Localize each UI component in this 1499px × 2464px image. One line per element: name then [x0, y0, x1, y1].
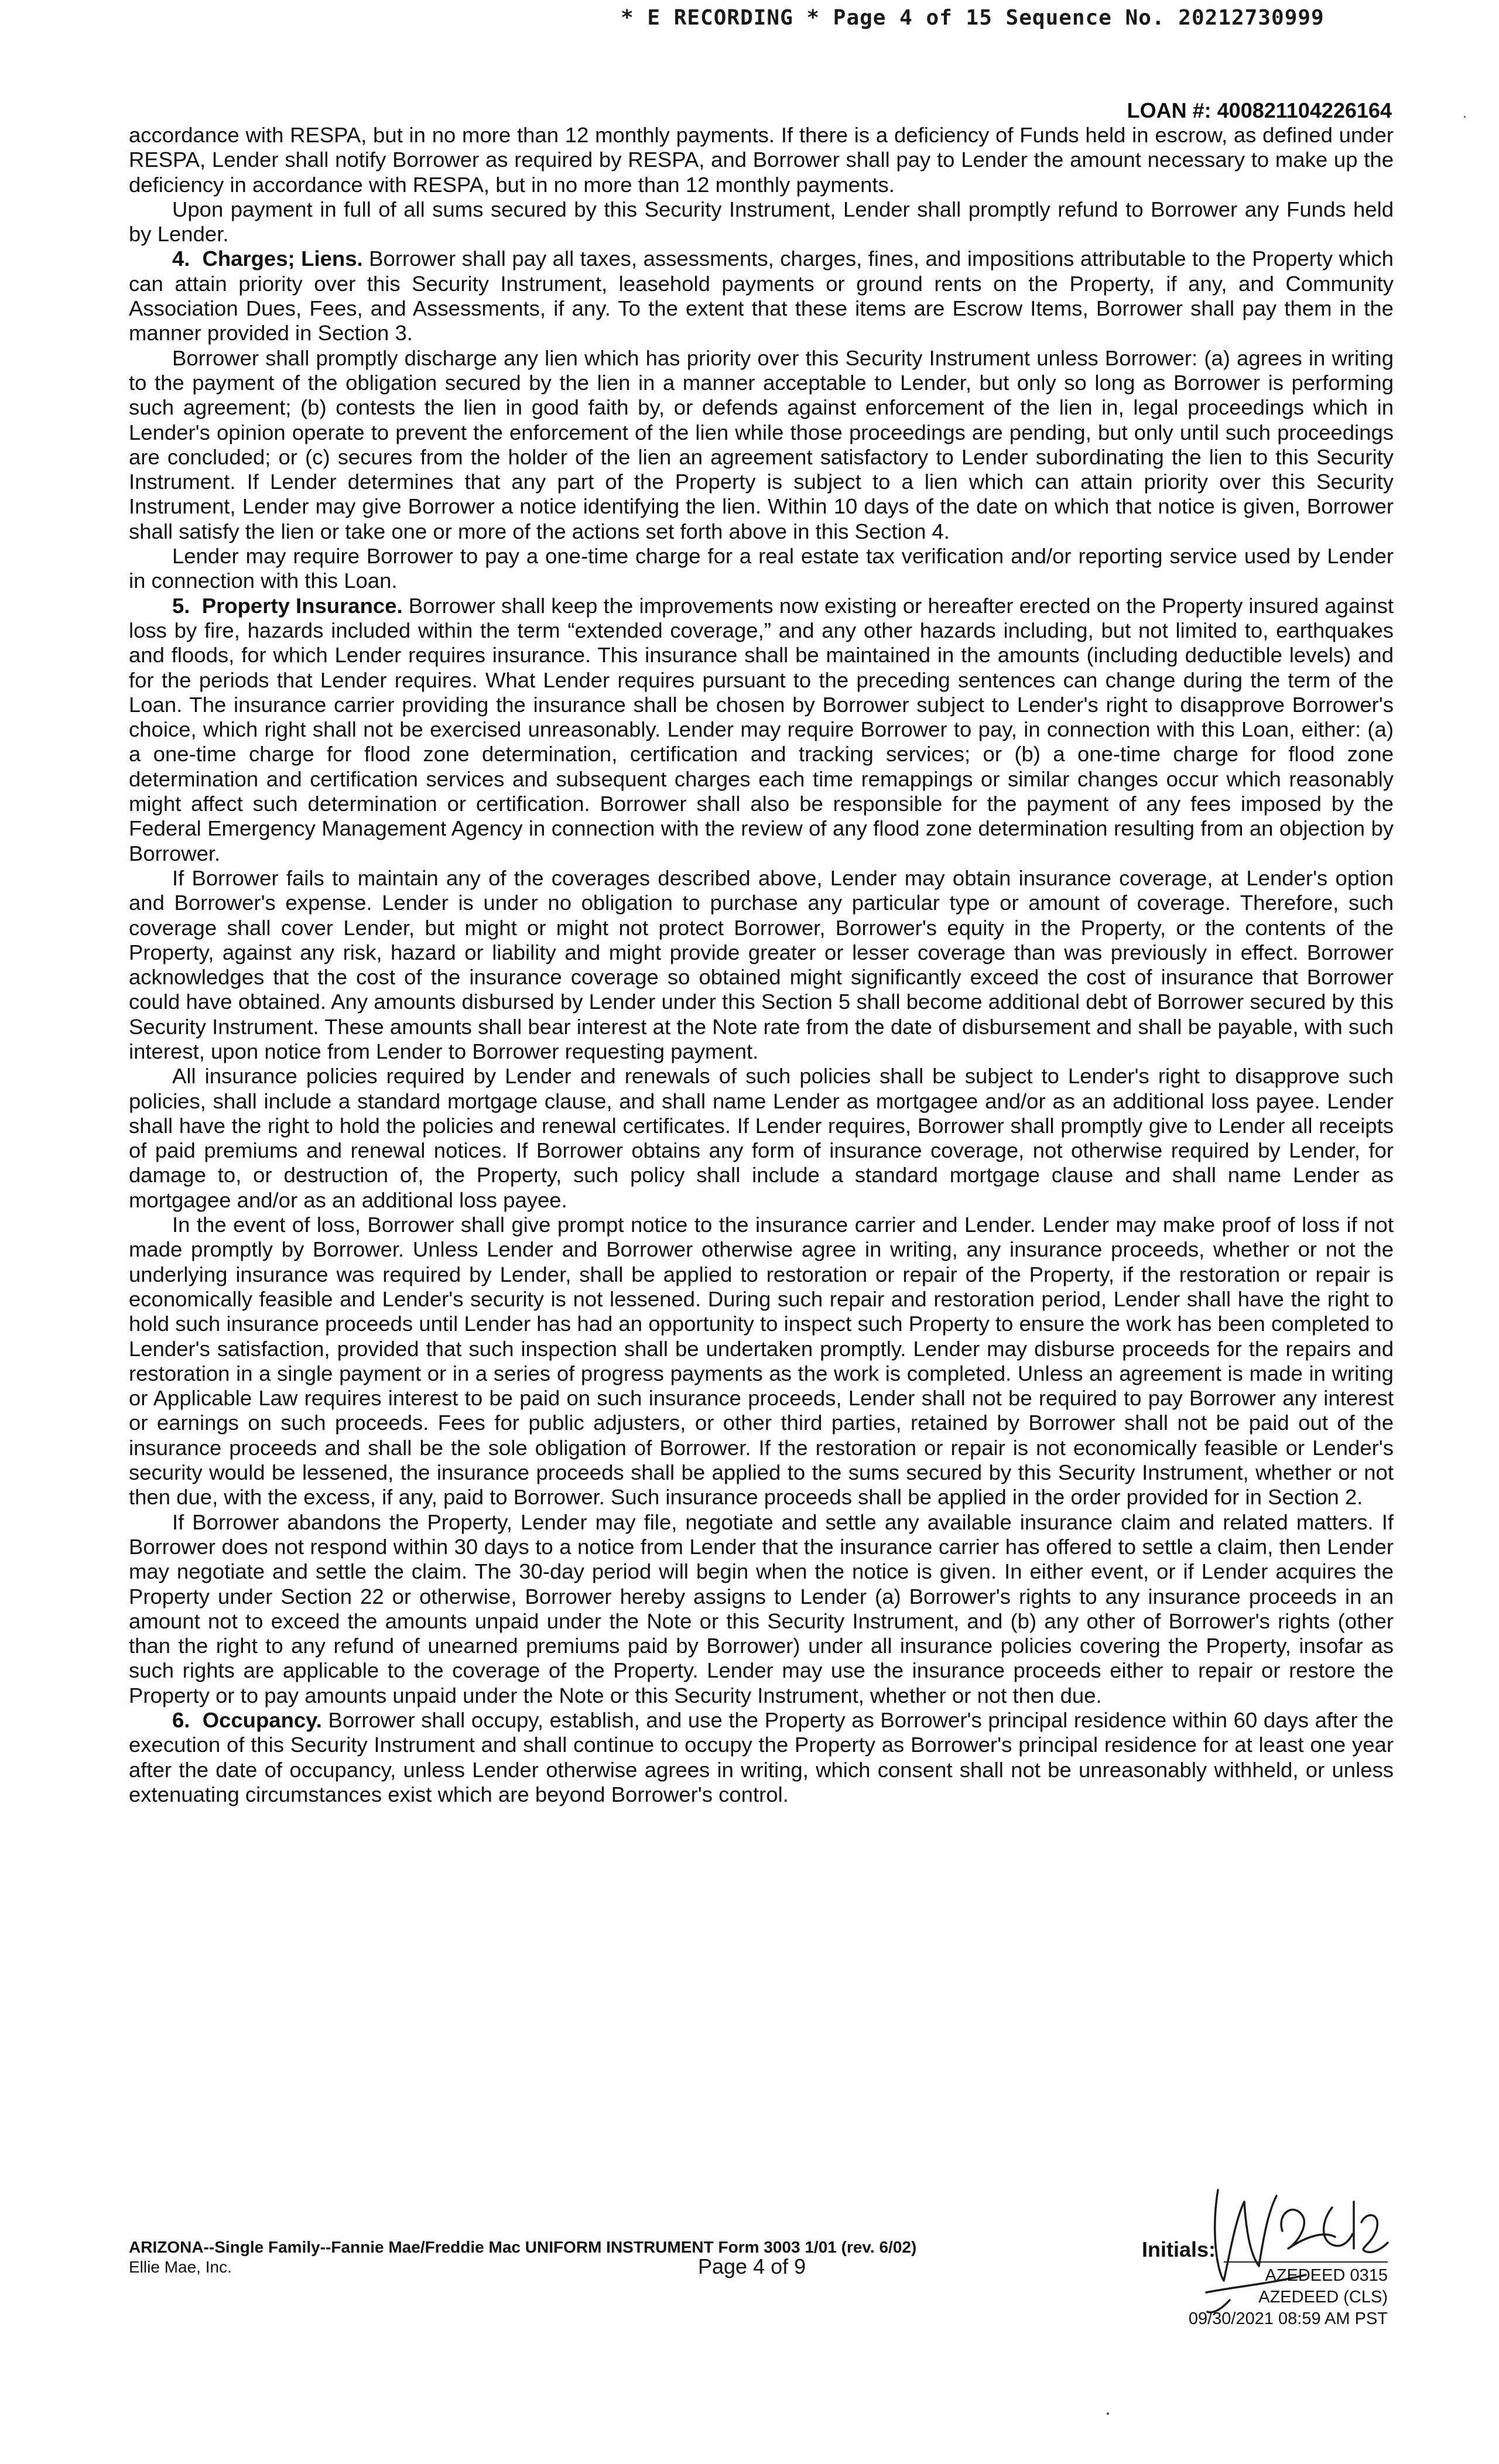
paragraph: In the event of loss, Borrower shall give prompt notice to the insurance carrier and Lender. Lender may make proof of loss if not made promptly by Borrower. Unless Lender and Borrower otherwise agree in writing, any insurance proceeds, whether or not the underlying insurance was required by Lender, shall be applied to restoration or repair of the Property, if the restoration or repair is economically feasible and Lender's security is not lessened. During such repair and restoration period, Lender shall have the right to hold such insurance proceeds until Lender has had an opportunity to inspect such Property to ensure the work has been completed to Lender's satisfaction, provided that such inspection shall be undertaken promptly. Lender may disburse proceeds for the repairs and restoration in a single payment or in a series of progress payments as the work is completed. Unless an agreement is made in writing or Applicable Law requires interest to be paid on such insurance proceeds, Lender shall not be required to pay Borrower any interest or earnings on such proceeds. Fees for public adjusters, or other third parties, retained by Borrower shall not be paid out of the insurance proceeds and shall be the sole obligation of Borrower. If the restoration or repair is not economically feasible or Lender's security would be lessened, the insurance proceeds shall be applied to the sums secured by this Security Instrument, whether or not then due, with the excess, if any, paid to Borrower. Such insurance proceeds shall be applied in the order provided for in Section 2. — [129, 1213, 1394, 1510]
section-number: 5. — [172, 593, 190, 618]
section-title: Property Insurance. — [201, 593, 403, 618]
paragraph: If Borrower abandons the Property, Lender may file, negotiate and settle any available insurance claim and related matters. If Borrower does not respond within 30 days to a notice from Lender that the insurance carrier has offered to settle a claim, then Lender may negotiate and settle the claim. The 30-day period will begin when the notice is given. In either event, or if Lender acquires the Property under Section 22 or otherwise, Borrower hereby assigns to Lender (a) Borrower's rights to any insurance proceeds in an amount not to exceed the amounts unpaid under the Note or this Security Instrument, and (b) any other of Borrower's rights (other than the right to any refund of unearned premiums paid by Borrower) under all insurance policies covering the Property, insofar as such rights are applicable to the coverage of the Property. Lender may use the insurance proceeds either to repair or restore the Property or to pay amounts unpaid under the Note or this Security Instrument, whether or not then due. — [129, 1510, 1394, 1707]
section-text: Borrower shall occupy, establish, and use the Property as Borrower's principal residence within 60 days after the execution of this Security Instrument and shall continue to occupy the Property as Borrower's principal residence for at least one year after the date of occupancy, unless Lender otherwise agrees in writing, which consent shall not be unreasonably withheld, or unless extenuating circumstances exist which are beyond Borrower's control. — [129, 1708, 1394, 1806]
paragraph: All insurance policies required by Lender and renewals of such policies shall be subject to Lender's right to disapprove such policies, shall include a standard mortgage clause, and shall name Lender as mortgagee and/or as an additional loss payee. Lender shall have the right to hold the policies and renewal certificates. If Lender requires, Borrower shall promptly give to Lender all receipts of paid premiums and renewal notices. If Borrower obtains any form of insurance coverage, not otherwise required by Lender, for damage to, or destruction of, the Property, such policy shall include a standard mortgage clause and shall name Lender as mortgagee and/or as an additional loss payee. — [129, 1064, 1394, 1212]
stamp-code: AZEDEED 0315 — [1265, 2266, 1388, 2285]
stamp-cls: AZEDEED (CLS) — [1258, 2288, 1388, 2306]
loan-number: LOAN #: 400821104226164 — [1127, 98, 1392, 122]
section-4 — [129, 247, 1394, 345]
paragraph: Borrower shall promptly discharge any lien which has priority over this Security Instrument unless Borrower: (a) agrees in writing to the payment of the obligation secured by the lien in a manner acceptable to Lender, but only so long as Borrower is performing such agreement; (b) contests the lien in good faith by, or defends against enforcement of the lien in, legal proceedings which in Lender's opinion operate to prevent the enforcement of the lien while those proceedings are pending, but only until such proceedings are concluded; or (c) secures from the holder of the lien an agreement satisfactory to Lender subordinating the lien to this Security Instrument. If Lender determines that any part of the Property is subject to a lien which can attain priority over this Security Instrument, Lender may give Borrower a notice identifying the lien. Within 10 days of the date on which that notice is given, Borrower shall satisfy the lien or take one or more of the actions set forth above in this Section 4. — [129, 345, 1394, 543]
paragraph: accordance with RESPA, but in no more than 12 monthly payments. If there is a deficiency of Funds held in escrow, as defined under RESPA, Lender shall notify Borrower as required by RESPA, and Borrower shall pay to Lender the amount necessary to make up the deficiency in accordance with RESPA, but in no more than 12 monthly payments. — [129, 123, 1394, 197]
section-text: Borrower shall pay all taxes, assessments, charges, fines, and impositions attributable to the Property which can attain priority over this Security Instrument, leasehold payments or ground rents on the Property, if any, and Community Association Dues, Fees, and Assessments, if any. To the extent that these items are Escrow Items, Borrower shall pay them in the manner provided in Section 3. — [129, 247, 1394, 345]
scan-artifact — [1464, 116, 1466, 118]
section-number: 6. — [172, 1708, 190, 1732]
paragraph: Lender may require Borrower to pay a one-time charge for a real estate tax verification and/or reporting service used by Lender in connection with this Loan. — [129, 544, 1394, 593]
paragraph: Upon payment in full of all sums secured by this Security Instrument, Lender shall promptly refund to Borrower any Funds held by Lender. — [129, 197, 1394, 247]
paragraph: If Borrower fails to maintain any of the coverages described above, Lender may obtain insurance coverage, at Lender's option and Borrower's expense. Lender is under no obligation to purchase any particular type or amount of coverage. Therefore, such coverage shall cover Lender, but might or might not protect Borrower, Borrower's equity in the Property, or the contents of the Property, against any risk, hazard or liability and might provide greater or lesser coverage than was previously in effect. Borrower acknowledges that the cost of the insurance coverage so obtained might significantly exceed the cost of insurance that Borrower could have obtained. Any amounts disbursed by Lender under this Section 5 shall become additional debt of Borrower secured by this Security Instrument. These amounts shall bear interest at the Note rate from the date of disbursement and shall be payable, with such interest, upon notice from Lender to Borrower requesting payment. — [129, 865, 1394, 1063]
recording-stamp — [1171, 2265, 1388, 2330]
scan-artifact — [1107, 2412, 1109, 2415]
section-number: 4. — [172, 247, 190, 271]
recording-header: * E RECORDING * Page 4 of 15 Sequence No. 20212730999 — [621, 6, 1325, 30]
section-6 — [129, 1708, 1394, 1807]
page-number: Page 4 of 9 — [698, 2254, 806, 2278]
company-name: Ellie Mae, Inc. — [129, 2258, 232, 2276]
form-title: ARIZONA--Single Family--Fannie Mae/Freddie Mac UNIFORM INSTRUMENT Form 3003 1/01 (rev. 6/02) — [129, 2238, 917, 2256]
section-title: Occupancy. — [202, 1708, 322, 1732]
initials-label: Initials: — [1142, 2237, 1216, 2261]
section-text: Borrower shall keep the improvements now existing or hereafter erected on the Property insured against loss by fire, hazards included within the term “extended coverage,” and any other hazards including, but not limited to, earthquakes and floods, for which Lender requires insurance. This insurance shall be maintained in the amounts (including deductible levels) and for the periods that Lender requires. What Lender requires pursuant to the preceding sentences can change during the term of the Loan. The insurance carrier providing the insurance shall be chosen by Borrower subject to Lender's right to disapprove Borrower's choice, which right shall not be exercised unreasonably. Lender may require Borrower to pay, in connection with this Loan, either: (a) a one-time charge for flood zone determination, certification and tracking services; or (b) a one-time charge for flood zone determination and certification services and subsequent charges each time remappings or similar changes occur which reasonably might affect such determination or certification. Borrower shall also be responsible for the payment of any fees imposed by the Federal Emergency Management Agency in connection with the review of any flood zone determination resulting from an objection by Borrower. — [129, 593, 1394, 865]
section-5 — [129, 594, 1394, 866]
stamp-date: 09/30/2021 08:59 AM PST — [1188, 2309, 1388, 2328]
section-title: Charges; Liens. — [202, 247, 363, 271]
document-body — [129, 123, 1394, 1807]
